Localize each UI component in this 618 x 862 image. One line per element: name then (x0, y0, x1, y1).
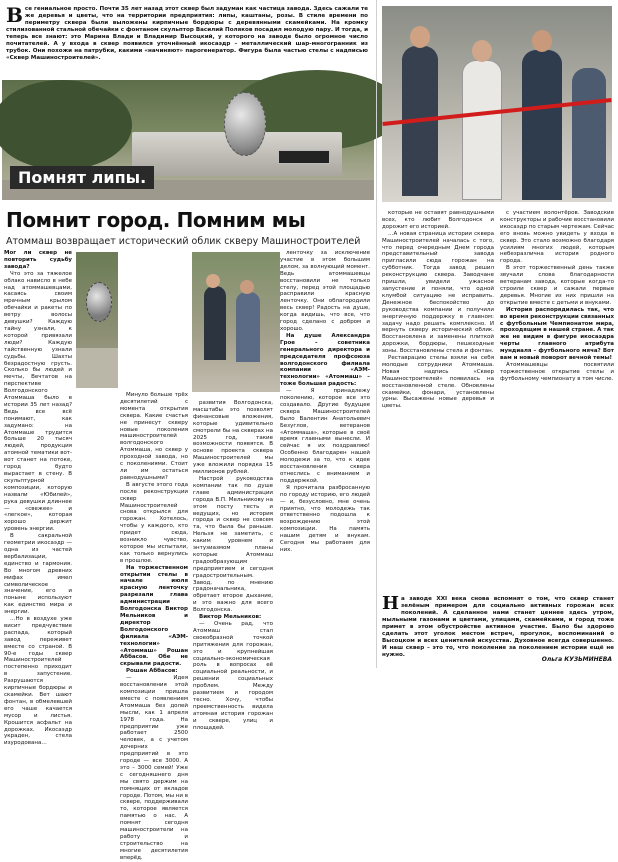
paragraph: Реставрацию стелы взяли на себя молодые сотрудники Атоммаша. Новая надпись «Сквер Машиностроителей» появилась на восстановленной стеле. Обновлены скамейки, фонари, установлены урны. Высажены новые деревья и цветы. (382, 355, 494, 410)
paragraph: с участием волонтёров. Заводские конструкторы и рабочие восстановили икосаэдр по старым чертежам. Сейчас его вновь можно увидеть у входа в сквер. Это стало возможно благодаря усилиям многих людей, которым небезразлична история родного города. (500, 210, 614, 265)
paragraph: Настрой руководства компании так по душе главе администрации города В.П. Мельникову на этом посту тесть и ведущих, но история города и сквер не совсем та, что была бы раньше. Нельзя не заметить, с каким уровнем и энтузиазмом планы которые Атоммаш градообразующим предприятием и сегодня градостроительным. Завод, по мнению градоначальника, обретает второе дыхание, и это важно для всего Волгодонска. (193, 475, 273, 614)
paragraph: …А новая страница истории сквера Машиностроителей началась с того, что перед очередным Днем города представительный завода пригласили сюда горожан на субботник. Тогда завод решил реконструкцию сквера. Заводчане пришли, увидели ужасное запустение и поняли, что одной клумбой ситуацию не исправить. Денежное беспокойство до руководства компании и получили энергичную поддержку в главном: задачу надо решать комплексно. И вернуть скверу исторический облик. Восстановлена и заменены плиткой дорожки, бордюры, пешеходные зоны. Восстановлены стела и фонтан. (382, 230, 494, 355)
column-divider (376, 0, 377, 668)
person-figure (522, 50, 562, 200)
small-photo-icosahedron (76, 252, 118, 388)
paragraph: В сакральной геометрии икосаэдр — одна из частей вербализации, единство и гармония. Во многом древних мифах имел символическое значение, его и поныне используют как единство мира и энергии. (4, 533, 72, 616)
right-column-2 (500, 210, 614, 594)
paragraph: развития Волгодонска, масштабы это позволят финансовые вложения, которые удивительно смотрели бы на скверах на 2025 год, такие возможности появятся. В основе проекта сквера Машиностроителей мы уже вложили порядка 15 миллионов рублей. (193, 400, 273, 476)
paragraph: История распорядилась так, что во время реконструкции связанных с футбольным Чемпионатом мира, проходящим в нашей стране. А так же не видим в фигуре икосаэдра черты главного атрибута мундиаля – футбольного мяча? Вот вам и новый поворот вечной темы! (500, 306, 614, 362)
person-figure (236, 292, 260, 362)
paragraph: Мог ли сквер не повторить судьбу завода? (4, 250, 72, 270)
main-photo (2, 80, 374, 200)
person-head (240, 280, 254, 294)
paragraph: Минуло больше трёх десятилетий с момента открытия сквера. Какие счастья не принесут скверу новые поколения машиностроителей волгодонского Атоммаша, но сквер у проходной завода, но с поколениями. Стоит ли им остаться равнодушными? (120, 392, 188, 481)
article-subheadline: Атоммаш возвращает исторический облик скверу Машиностроителей (6, 236, 361, 247)
paragraph: В этот торжественный день также звучали слова благодарности ветеранам завода, которые когда-то строили сквер и сажали первые деревья. Многие из них пришли на открытие вместе с детьми и внуками. (500, 265, 614, 306)
right-column-1 (382, 210, 494, 594)
person-head (532, 30, 552, 52)
person-head (206, 274, 220, 288)
intro-dropcap: В (6, 3, 23, 27)
article-column-2 (120, 392, 188, 861)
person-figure (572, 68, 606, 198)
closing-dropcap: Н (382, 593, 400, 614)
article-column-4 (280, 250, 370, 664)
icosahedron-sculpture (86, 282, 112, 322)
closing-text: а заводе XXI века снова вспомнят о том, что сквер станет зелёным примером для социально активных горожан всех поколений. А сделанное нами станет ценнее здесь утром, мыльными газонами и цветами, улицами, скамейками, и город тоже примет в этом обустройстве активное участие. Было бы здорово сделать этот уголок местом встреч, прогулок, воспоминаний о Высоцком и всех ценителей искусства. Духовное всегда совершенно. И наш сквер – это то, что поколение за поколением истории ещё не нужно. (382, 596, 614, 658)
paragraph: На душе Александра Грое – советника генерального директора и председателя профсоюза волгодонского филиала компании «АЭМ-технологии» «Атоммаш» – тоже большая радость: (280, 332, 370, 388)
icosahedron-sculpture (224, 92, 266, 156)
article-headline: Помнит город. Помним мы (6, 208, 306, 232)
person-head (472, 40, 492, 62)
memorial-plate (278, 150, 330, 164)
intro-text: се гениальное просто. Почти 35 лет назад этот сквер был задуман как частица завода. Здесь сажали те же деревья и цветы, что на территории предприятия: липы, каштаны, розы. В стиле времени по периметру сквера были выложены кирпичные бордюры с деревянными скамейками. На кромку стилизованной стальной обечайки с фонтаном скульптор Василий Поляков посадил молодую пару. И тогда, и теперь все знают: это Марина Влади и Владимир Высоцкий, у которого на заводе было огромное число почитателей. А у входа в сквер появился уточнённый икосаэдр – металлический шар-многогранник из трубок. Они похожи на патрубки, какими «начиняют» парогенератор. Фигура была частью стелы с надписью «Сквер Машиностроителей». (6, 6, 368, 61)
tree-shape (0, 80, 132, 170)
paragraph: В августе этого года после реконструкции сквер Машиностроителей снова открылся для горожан. Хотелось, чтобы у каждого, кто придет сюда, возникло чувство, которое мы испытали, как только вернулись в прошлое. (120, 481, 188, 564)
paragraph: Виктор Мельников: (199, 614, 262, 621)
paragraph: Что это за тяжелое облако нависло в небе над атоммашевцами, касаясь своим мрачным крылом обечайки и ракеты по ветру волосы девушки? Каждую тайну узнали, к которой привязали люди? Каждую тайственную узнали судьбы. Шахты безрадостную грусть. Сколько бы людей и мечты, Вечтатов на перспективе Волгодонского Атоммаша было в истории 35 лет назад? Ведь все всё понимают, как задумано: на Атоммаше трудится больше 20 тысяч людей, продукция атомной тематики вот-вот станет на потоке, город будто вырастает в стену. В скульптурной композиции, которую назвали «Юбилей», рука девушки длиннее — «свежее» и «легкое», которая хорошо держит уровень энергии. (4, 270, 72, 533)
paragraph: ленточку за исключение участие в этом большим делом, за волнующий момент. Ведь атоммашевцы восстановили не только стелу, перед этой площадью расправили красную ленточку. Они облагородили весь сквер! Радость на душе, когда видишь, что все, что город сделано с добром и хорошо. (280, 250, 370, 332)
paragraph: …Но в воздухе уже висит предчувствие распада, который завод переживет вместе со страной. В 90-е годы сквер Машиностроителей постепенно приходит в запустение. Разрушаются кирпичные бордюры и скамейки. Вет шают фонтан, в обмелевшей его чаше качается мусор и листья. Крошится асфальт на дорожках. Икосаэдр украден, стела изуродована… (4, 616, 72, 747)
paragraph: — Очень рад, что Атоммаш стал своеобразной точкой притяжения для горожан, это и крупнейшая социально-экономическая роль в вопросах её социальной реальности, и решении социальных проблем. Между развитием и городом тесно. Хочу, чтобы преемственность видела атомная история горожан и сквере, улиц и площадей. (193, 621, 273, 731)
paragraph: Рошан Аббасов: (126, 668, 178, 675)
paragraph: которые не оставят равнодушными всех, кто любит Волгодонск и дорожит его историей. (382, 210, 494, 230)
intro-paragraph (6, 3, 368, 80)
photo-officials (192, 252, 280, 392)
paragraph: — Идея восстановления этой композиции пришла вместе с появлением Атоммаша без долей мысли, как 1 апреля 1978 года. На предприятии уже работает 2500 человек, а с учетом дочерних предприятий в это городе — все 3000. А это – 3000 семей! Уже с сегодняшнего дня мы свято держим на помнящих от вкладов городе. Потом, мы ни в сквере, поддерживали то, которое является памятью о нас. А помнят сегодня машиностроители на работу и строительство на многие десятилетия вперёд. (120, 675, 188, 861)
paragraph: Я прочитала разбросанную по городу историю, его людей — и, безусловно, мне очень приятно, что молодежь так ответственно подошла к возрождению этой композиции. На память нашим детям и внукам. Сегодня мы работаем для них. (280, 484, 370, 553)
article-column-3 (193, 400, 273, 731)
person-figure (204, 286, 226, 360)
paragraph: Атоммашевцы посвятили торжественное открытие стелы и футбольному чемпионату в том числе. (500, 361, 614, 382)
paragraph: На торжественном открытии стелы в начале июля красную ленточку разрезали глава администрации Волгодонска Виктор Мельников и директор Волгодонского филиала «АЭМ-технологии» «Атоммаш» Рошан Аббасов. Обе не скрывали радости. (120, 564, 188, 668)
person-head (410, 26, 430, 48)
ribbon-cutting-photo (382, 6, 612, 202)
article-column-1 (4, 250, 72, 747)
closing-paragraph (382, 593, 614, 658)
paragraph: — Я принадлежу поколению, которое все это создавало. Другие будущее сквера Машиностроителей было Валентин Анатольевич Безуглов, ветеранов «Атоммаша», которые в своё время главными вынесли. И сейчас я их поздравляю! Особенно благодарен нашей молодежи за то, что к идее восстановления сквера отнеслись с вниманием и поддержкой. (280, 388, 370, 484)
photo-caption-banner: Помнят липы. (10, 166, 154, 189)
author-signature: Ольга КУЗЬМИНЕВА (541, 656, 612, 663)
ground-shape (76, 348, 118, 388)
person-figure (462, 60, 502, 200)
